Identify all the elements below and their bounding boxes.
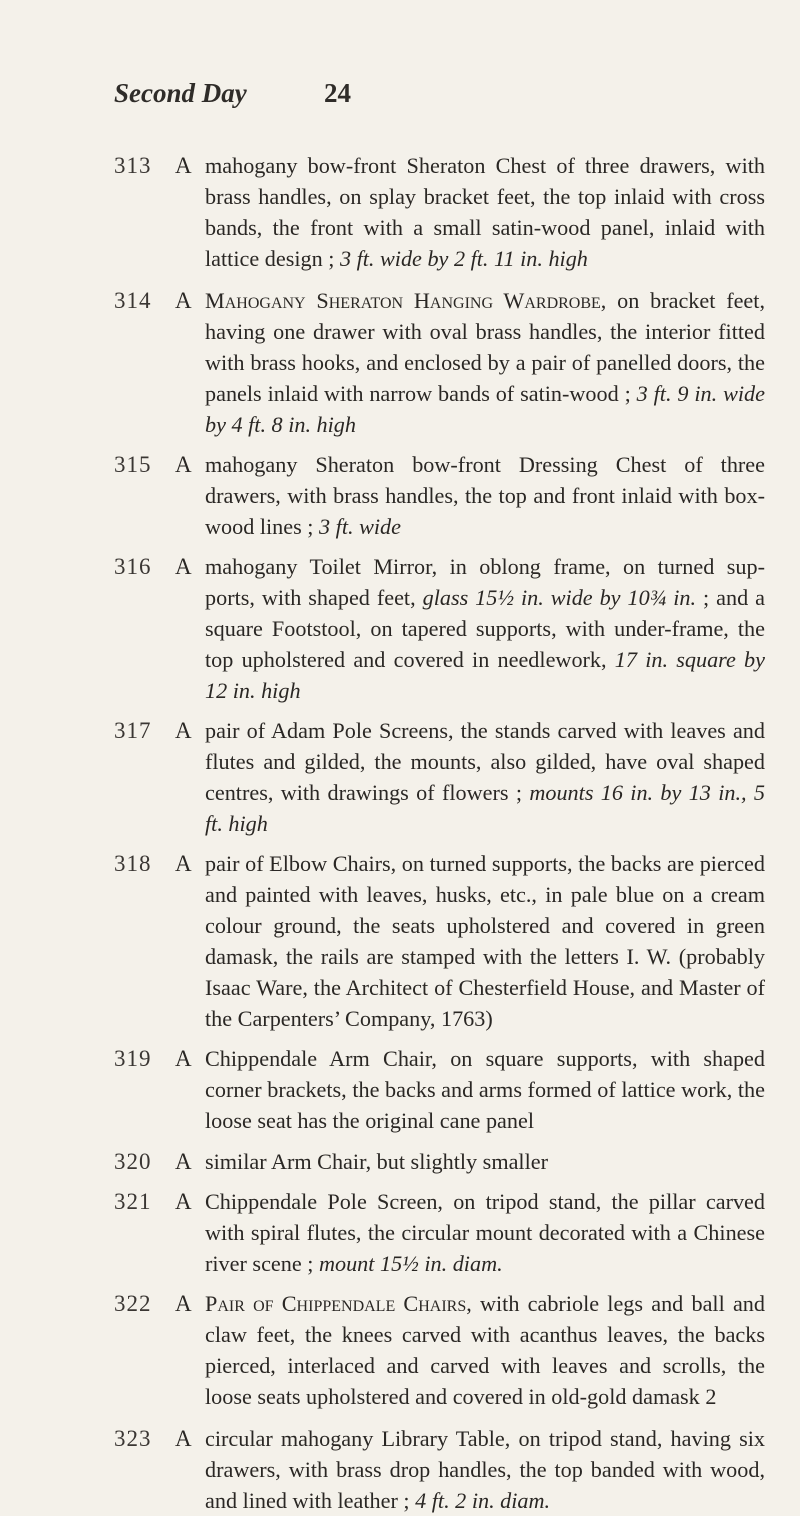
lot-entry — [0, 715, 800, 839]
lot-number: 314 — [114, 288, 152, 313]
lot-article: A — [175, 153, 192, 178]
lot-description — [205, 551, 765, 706]
lot-article: A — [175, 1149, 192, 1174]
lot-description — [205, 1288, 765, 1412]
lot-number: 320 — [114, 1149, 152, 1174]
lot-article: A — [175, 1046, 192, 1071]
lot-number: 319 — [114, 1046, 152, 1071]
lot-description — [205, 1043, 765, 1136]
lot-number: 321 — [114, 1189, 152, 1214]
lot-dimensions: 17 in. square by 12 in. high — [205, 647, 765, 703]
lot-article: A — [175, 452, 192, 477]
lot-article: A — [175, 718, 192, 743]
lot-dimensions: 3 ft. wide by 2 ft. 11 in. high — [339, 246, 588, 271]
lot-number: 322 — [114, 1291, 152, 1316]
lot-text: mahogany Sheraton bow-front Dressing Chest of three drawers, with brass handles, the top and front inlaid with box-wood lines ; — [205, 452, 765, 539]
lot-text: pair of Adam Pole Screens, the stands carved with leaves and flutes and gilded, the mounts, also gilded, have oval shaped centres, with drawings of flowers ; — [205, 718, 765, 805]
lot-entry — [0, 551, 800, 706]
lot-text: similar Arm Chair, but slightly smaller — [205, 1149, 548, 1174]
lot-text: ; and a square Footstool, on tapered supports, with under-frame, the top upholstered and covered in needlework, — [205, 585, 765, 672]
lot-text: mahogany Toilet Mirror, in oblong frame, on turned sup- ports, with shaped feet, — [205, 554, 765, 610]
lot-entry — [0, 848, 800, 1034]
lot-description — [205, 1423, 765, 1516]
lot-dimensions: 3 ft. 9 in. wide by 4 ft. 8 in. high — [205, 381, 765, 437]
lot-article: A — [175, 1189, 192, 1214]
lot-text: with cabriole legs and ball and claw feet, the knees carved with acanthus leaves, the backs pierced, interlaced and carved with leaves and scrolls, the loose seats upholstered and covered in old-gold damask 2 — [205, 1291, 765, 1409]
lot-heading: Pair of Chippendale Chairs, — [205, 1291, 472, 1316]
lot-description — [205, 715, 765, 839]
lot-entry — [0, 1288, 800, 1412]
page-number: 24 — [324, 78, 351, 108]
lot-number: 317 — [114, 718, 152, 743]
lot-heading: Mahogany Sheraton Hanging Wardrobe, — [205, 288, 607, 313]
lot-description — [205, 1146, 765, 1177]
lot-entry — [0, 150, 800, 274]
lot-number: 313 — [114, 153, 152, 178]
lot-article: A — [175, 851, 192, 876]
page-header — [114, 78, 714, 118]
lot-description — [205, 449, 765, 542]
lot-article: A — [175, 1291, 192, 1316]
lot-dimensions: 3 ft. wide — [319, 514, 401, 539]
day-title: Second Day — [114, 78, 247, 108]
lot-article: A — [175, 1426, 192, 1451]
lot-entry — [0, 285, 800, 440]
lot-text: on bracket feet, having one drawer with oval brass handles, the interior fitted with brass hooks, and enclosed by a pair of panelled doors, the panels inlaid with narrow bands of satin-wood ; — [205, 288, 765, 406]
lot-number: 318 — [114, 851, 152, 876]
lot-number: 316 — [114, 554, 152, 579]
lot-entry — [0, 1146, 800, 1177]
lot-description — [205, 150, 765, 274]
lot-description — [205, 285, 765, 440]
lot-article: A — [175, 288, 192, 313]
lot-number: 323 — [114, 1426, 152, 1451]
lot-description — [205, 848, 765, 1034]
lot-entry — [0, 1043, 800, 1136]
lot-entry — [0, 1186, 800, 1279]
lot-article: A — [175, 554, 192, 579]
lot-description — [205, 1186, 765, 1279]
lot-entry — [0, 1423, 800, 1516]
lot-text: mahogany bow-front Sheraton Chest of three drawers, with brass handles, on splay bracket feet, the top inlaid with cross bands, the front with a small satin-wood panel, inlaid with lattice design ; — [205, 153, 765, 271]
lot-text: circular mahogany Library Table, on tripod stand, having six drawers, with brass drop handles, the top banded with wood, and lined with leather ; — [205, 1426, 765, 1513]
lot-text: Chippendale Arm Chair, on square supports, with shaped corner brackets, the backs and arms formed of lattice work, the loose seat has the original cane panel — [205, 1046, 765, 1133]
lot-dimensions: mount 15½ in. diam. — [318, 1251, 503, 1276]
lot-list — [0, 150, 800, 1516]
lot-dimensions: glass 15½ in. wide by 10¾ in. — [422, 585, 697, 610]
lot-dimensions: mounts 16 in. by 13 in., 5 ft. high — [205, 780, 765, 836]
lot-text: pair of Elbow Chairs, on turned supports, the backs are pierced and painted with leaves, husks, etc., in pale blue on a cream colour ground, the seats upholstered and covered in green damask, the rails are stamped with the letters I. W. (probably Isaac Ware, the Architect of Chesterfield House, and Master of the Carpenters’ Company, 1763) — [205, 851, 765, 1031]
lot-number: 315 — [114, 452, 152, 477]
lot-dimensions: 4 ft. 2 in. diam. — [415, 1488, 551, 1513]
lot-entry — [0, 449, 800, 542]
lot-text: Chippendale Pole Screen, on tripod stand, the pillar carved with spiral flutes, the circular mount decorated with a Chinese river scene ; — [205, 1189, 765, 1276]
